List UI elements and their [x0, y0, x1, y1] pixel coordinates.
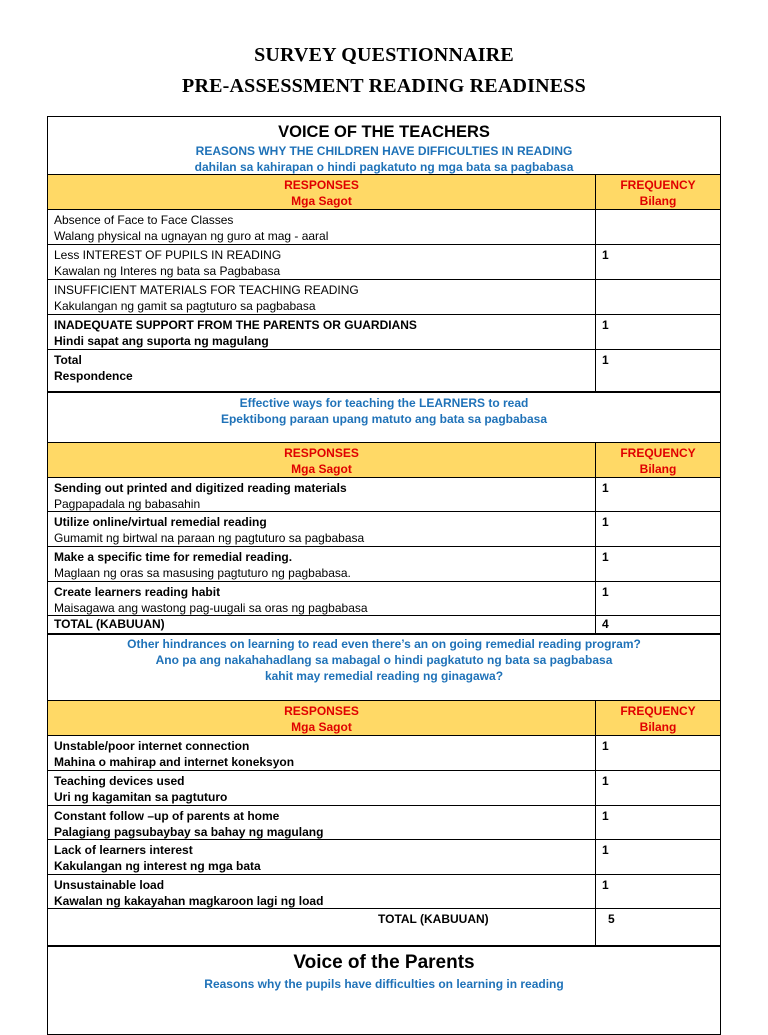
response-tl: Palagiang pagsubaybay sa bahay ng magulang	[54, 825, 324, 839]
hindrances-heading-tl-2: kahit may remedial reading ng ginagawa?	[264, 669, 504, 683]
response-tl: Kawalan ng kakayahan magkaroon lagi ng load	[54, 894, 324, 908]
response-en: Lack of learners interest	[54, 843, 193, 857]
effective-section-header	[48, 392, 720, 443]
total-row	[48, 616, 720, 634]
teachers-subheading-tl: dahilan sa kahirapan o hindi pagkatuto ng mga bata sa pagbabasa	[194, 160, 574, 174]
frequency-header-tl: Bilang	[639, 462, 677, 476]
document-title-line2: PRE-ASSESSMENT READING READINESS	[182, 75, 586, 97]
response-tl: Pagpapadala ng babasahin	[54, 497, 201, 511]
frequency-value: 1	[602, 318, 609, 332]
effective-heading-en: Effective ways for teaching the LEARNERS to read	[239, 396, 529, 410]
frequency-value: 1	[602, 515, 609, 529]
frequency-header-tl: Bilang	[639, 720, 677, 734]
total-value: 1	[602, 353, 609, 367]
survey-table	[47, 116, 721, 1035]
response-en: Unstable/poor internet connection	[54, 739, 250, 753]
response-en: Sending out printed and digitized reading materials	[54, 481, 347, 495]
responses-header-tl: Mga Sagot	[291, 462, 352, 476]
table-row	[48, 875, 720, 909]
response-tl: Kakulangan ng gamit sa pagtuturo sa pagbabasa	[54, 299, 316, 313]
response-tl: Walang physical na ugnayan ng guro at mag - aaral	[54, 229, 329, 243]
frequency-header: FREQUENCY	[620, 178, 696, 192]
response-tl: Maisagawa ang wastong pag-uugali sa oras ng pagbabasa	[54, 601, 368, 615]
total-label-2: Respondence	[54, 369, 133, 383]
frequency-value: 1	[602, 739, 609, 753]
frequency-value: 1	[602, 585, 609, 599]
table-header-row	[48, 175, 720, 210]
response-tl: Mahina o mahirap and internet koneksyon	[54, 755, 295, 769]
total-row	[48, 909, 720, 946]
table-header-row	[48, 443, 720, 478]
table-row	[48, 512, 720, 547]
response-en: INADEQUATE SUPPORT FROM THE PARENTS OR GUARDIANS	[54, 318, 417, 332]
table-row	[48, 245, 720, 280]
response-en: Less INTEREST OF PUPILS IN READING	[54, 248, 282, 262]
total-value: 4	[602, 617, 609, 631]
table-row	[48, 280, 720, 315]
responses-header-tl: Mga Sagot	[291, 720, 352, 734]
frequency-value: 1	[602, 248, 609, 262]
response-tl: Kawalan ng Interes ng bata sa Pagbabasa	[54, 264, 281, 278]
document-title-line1: SURVEY QUESTIONNAIRE	[254, 44, 514, 66]
hindrances-heading-tl-1: Ano pa ang nakahahadlang sa mabagal o hindi pagkatuto ng bata sa pagbabasa	[155, 653, 613, 667]
response-en: Unsustainable load	[54, 878, 165, 892]
frequency-value: 1	[602, 774, 609, 788]
response-tl: Maglaan ng oras sa masusing pagtuturo ng pagbabasa.	[54, 566, 351, 580]
table-row	[48, 806, 720, 840]
total-row	[48, 350, 720, 392]
response-tl: Kakulangan ng interest ng mga bata	[54, 859, 261, 873]
table-header-row	[48, 701, 720, 736]
table-row	[48, 736, 720, 771]
table-row	[48, 210, 720, 245]
total-label: TOTAL (KABUUAN)	[54, 617, 165, 631]
frequency-value: 1	[602, 550, 609, 564]
response-en: Utilize online/virtual remedial reading	[54, 515, 267, 529]
response-en: Make a specific time for remedial reading.	[54, 550, 293, 564]
response-en: INSUFFICIENT MATERIALS FOR TEACHING READING	[54, 283, 359, 297]
teachers-section-header	[48, 117, 720, 175]
frequency-value: 1	[602, 878, 609, 892]
hindrances-section-header	[48, 634, 720, 701]
response-tl: Uri ng kagamitan sa pagtuturo	[54, 790, 228, 804]
parents-subheading: Reasons why the pupils have difficulties on learning in reading	[204, 977, 564, 991]
responses-header: RESPONSES	[284, 446, 359, 460]
response-tl: Hindi sapat ang suporta ng magulang	[54, 334, 269, 348]
teachers-heading: VOICE OF THE TEACHERS	[278, 123, 490, 141]
total-label: Total	[54, 353, 82, 367]
parents-heading: Voice of the Parents	[293, 952, 475, 973]
parents-section-header	[48, 946, 720, 1034]
table-row	[48, 771, 720, 806]
response-en: Teaching devices used	[54, 774, 185, 788]
responses-header-tl: Mga Sagot	[291, 194, 352, 208]
table-row	[48, 478, 720, 512]
table-row	[48, 840, 720, 875]
table-row	[48, 315, 720, 350]
frequency-header: FREQUENCY	[620, 446, 696, 460]
effective-heading-tl: Epektibong paraan upang matuto ang bata sa pagbabasa	[220, 412, 548, 426]
response-en: Constant follow –up of parents at home	[54, 809, 280, 823]
frequency-value: 1	[602, 843, 609, 857]
total-value: 5	[608, 912, 615, 926]
total-label: TOTAL (KABUUAN)	[378, 912, 489, 926]
responses-header: RESPONSES	[284, 704, 359, 718]
response-tl: Gumamit ng birtwal na paraan ng pagtuturo sa pagbabasa	[54, 531, 365, 545]
frequency-value: 1	[602, 481, 609, 495]
frequency-header-tl: Bilang	[639, 194, 677, 208]
frequency-header: FREQUENCY	[620, 704, 696, 718]
response-en: Absence of Face to Face Classes	[54, 213, 234, 227]
hindrances-heading-en: Other hindrances on learning to read even there’s an on going remedial reading program?	[127, 637, 641, 651]
teachers-subheading-en: REASONS WHY THE CHILDREN HAVE DIFFICULTIES IN READING	[195, 144, 573, 158]
table-row	[48, 582, 720, 616]
response-en: Create learners reading habit	[54, 585, 221, 599]
frequency-value: 1	[602, 809, 609, 823]
responses-header: RESPONSES	[284, 178, 359, 192]
table-row	[48, 547, 720, 582]
